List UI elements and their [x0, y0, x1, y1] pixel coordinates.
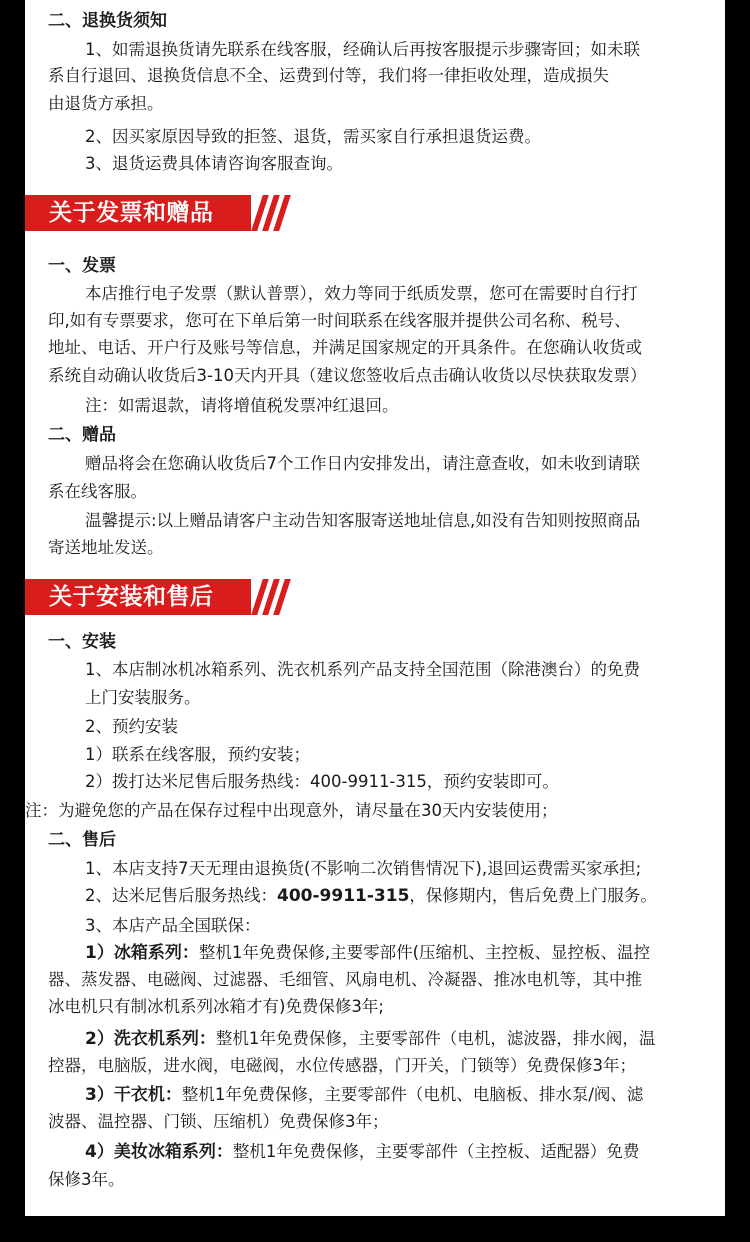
- invoice-note: 注：如需退款，请将增值税发票冲红退回。: [85, 396, 399, 415]
- invoice-line-1: 本店推行电子发票（默认普票），效力等同于纸质发票，您可在需要时自行打: [85, 284, 638, 303]
- return-line-3: 由退货方承担。: [48, 94, 164, 113]
- policy-page: [25, 0, 725, 1216]
- install-line-3: 2、预约安装: [85, 717, 178, 736]
- invoice-banner: [25, 195, 287, 231]
- install-note: 注：为避免您的产品在保存过程中出现意外，请尽量在30天内安装使用；: [25, 801, 558, 820]
- install-heading: 一、安装: [48, 632, 116, 652]
- gift-line-1: 赠品将会在您确认收货后7个工作日内安排发出，请注意查收，如未收到请联: [85, 454, 640, 473]
- gift-tip-line-1: 温馨提示:以上赠品请客户主动告知客服寄送地址信息,如没有告知则按照商品: [85, 511, 641, 530]
- warranty-beauty-label: 4）美妆冰箱系列：: [85, 1142, 233, 1162]
- hotline-number: 400-9911-315: [277, 886, 410, 906]
- return-line-5: 3、退货运费具体请咨询客服查询。: [85, 154, 343, 173]
- invoice-line-2: 印,如有专票要求，您可在下单后第一时间联系在线客服并提供公司名称、税号、: [48, 311, 631, 330]
- warranty-fridge-line-3: 冰电机只有制冰机系列冰箱才有)免费保修3年;: [48, 997, 384, 1016]
- gift-heading: 二、赠品: [48, 425, 116, 445]
- aftersales-line-2: [85, 884, 657, 908]
- return-line-2: 系自行退回、退换货信息不全、运费到付等，我们将一律拒收处理，造成损失: [48, 66, 609, 85]
- warranty-dryer-line-1: [85, 1083, 643, 1107]
- warranty-fridge-line-2: 器、蒸发器、电磁阀、过滤器、毛细管、风扇电机、冷凝器、推冰电机等，其中推: [48, 970, 642, 989]
- return-heading: 二、退换货须知: [48, 11, 167, 31]
- warranty-dryer-line-2: 波器、温控器、门锁、压缩机）免费保修3年；: [48, 1112, 389, 1131]
- install-banner-title: 关于安装和售后: [49, 584, 214, 610]
- aftersales-heading: 二、售后: [48, 830, 116, 850]
- hotline-label: 2、达米尼售后服务热线：: [85, 886, 277, 905]
- invoice-heading: 一、发票: [48, 256, 116, 276]
- install-line-1: 1、本店制冰机冰箱系列、洗衣机系列产品支持全国范围（除港澳台）的免费: [85, 660, 640, 679]
- invoice-line-4: 系统自动确认收货后3-10天内开具（建议您签收后点击确认收货以尽快获取发票）: [48, 366, 647, 385]
- hotline-tail: ，保修期内，售后免费上门服务。: [409, 886, 657, 905]
- warranty-beauty-line-1: [85, 1140, 639, 1164]
- warranty-washer-label: 2）洗衣机系列：: [85, 1029, 216, 1049]
- warranty-fridge-label: 1）冰箱系列：: [85, 943, 199, 963]
- warranty-fridge-text: 整机1年免费保修,主要零部件(压缩机、主控板、显控板、温控: [198, 943, 651, 962]
- gift-line-2: 系在线客服。: [48, 482, 147, 501]
- invoice-line-3: 地址、电话、开户行及账号等信息，并满足国家规定的开具条件。在您确认收货或: [48, 338, 642, 357]
- warranty-washer-line-2: 控器，电脑版，进水阀，电磁阀，水位传感器，门开关，门锁等）免费保修3年；: [48, 1056, 636, 1075]
- aftersales-line-3: 3、本店产品全国联保：: [85, 916, 261, 935]
- warranty-beauty-line-2: 保修3年。: [48, 1170, 125, 1189]
- return-line-1: 1、如需退换货请先联系在线客服，经确认后再按客服提示步骤寄回；如未联: [85, 40, 640, 59]
- warranty-fridge-line-1: [85, 941, 650, 965]
- return-line-4: 2、因买家原因导致的拒签、退货，需买家自行承担退货运费。: [85, 127, 541, 146]
- aftersales-line-1: 1、本店支持7天无理由退换货(不影响二次销售情况下),退回运费需买家承担;: [85, 859, 642, 878]
- warranty-washer-line-1: [85, 1027, 655, 1051]
- install-line-2: 上门安装服务。: [85, 688, 201, 707]
- install-line-5: 2）拨打达米尼售后服务热线：400-9911-315，预约安装即可。: [85, 772, 559, 791]
- warranty-dryer-label: 3）干衣机：: [85, 1085, 182, 1105]
- install-line-4: 1）联系在线客服，预约安装；: [85, 745, 310, 764]
- warranty-dryer-text: 整机1年免费保修，主要零部件（电机、电脑板、排水泵/阀、滤: [181, 1085, 644, 1104]
- invoice-banner-title: 关于发票和赠品: [49, 200, 214, 226]
- install-banner: [25, 579, 287, 615]
- warranty-beauty-text: 整机1年免费保修，主要零部件（主控板、适配器）免费: [232, 1142, 640, 1161]
- warranty-washer-text: 整机1年免费保修，主要零部件（电机，滤波器，排水阀，温: [215, 1029, 656, 1048]
- gift-tip-line-2: 寄送地址发送。: [48, 538, 164, 557]
